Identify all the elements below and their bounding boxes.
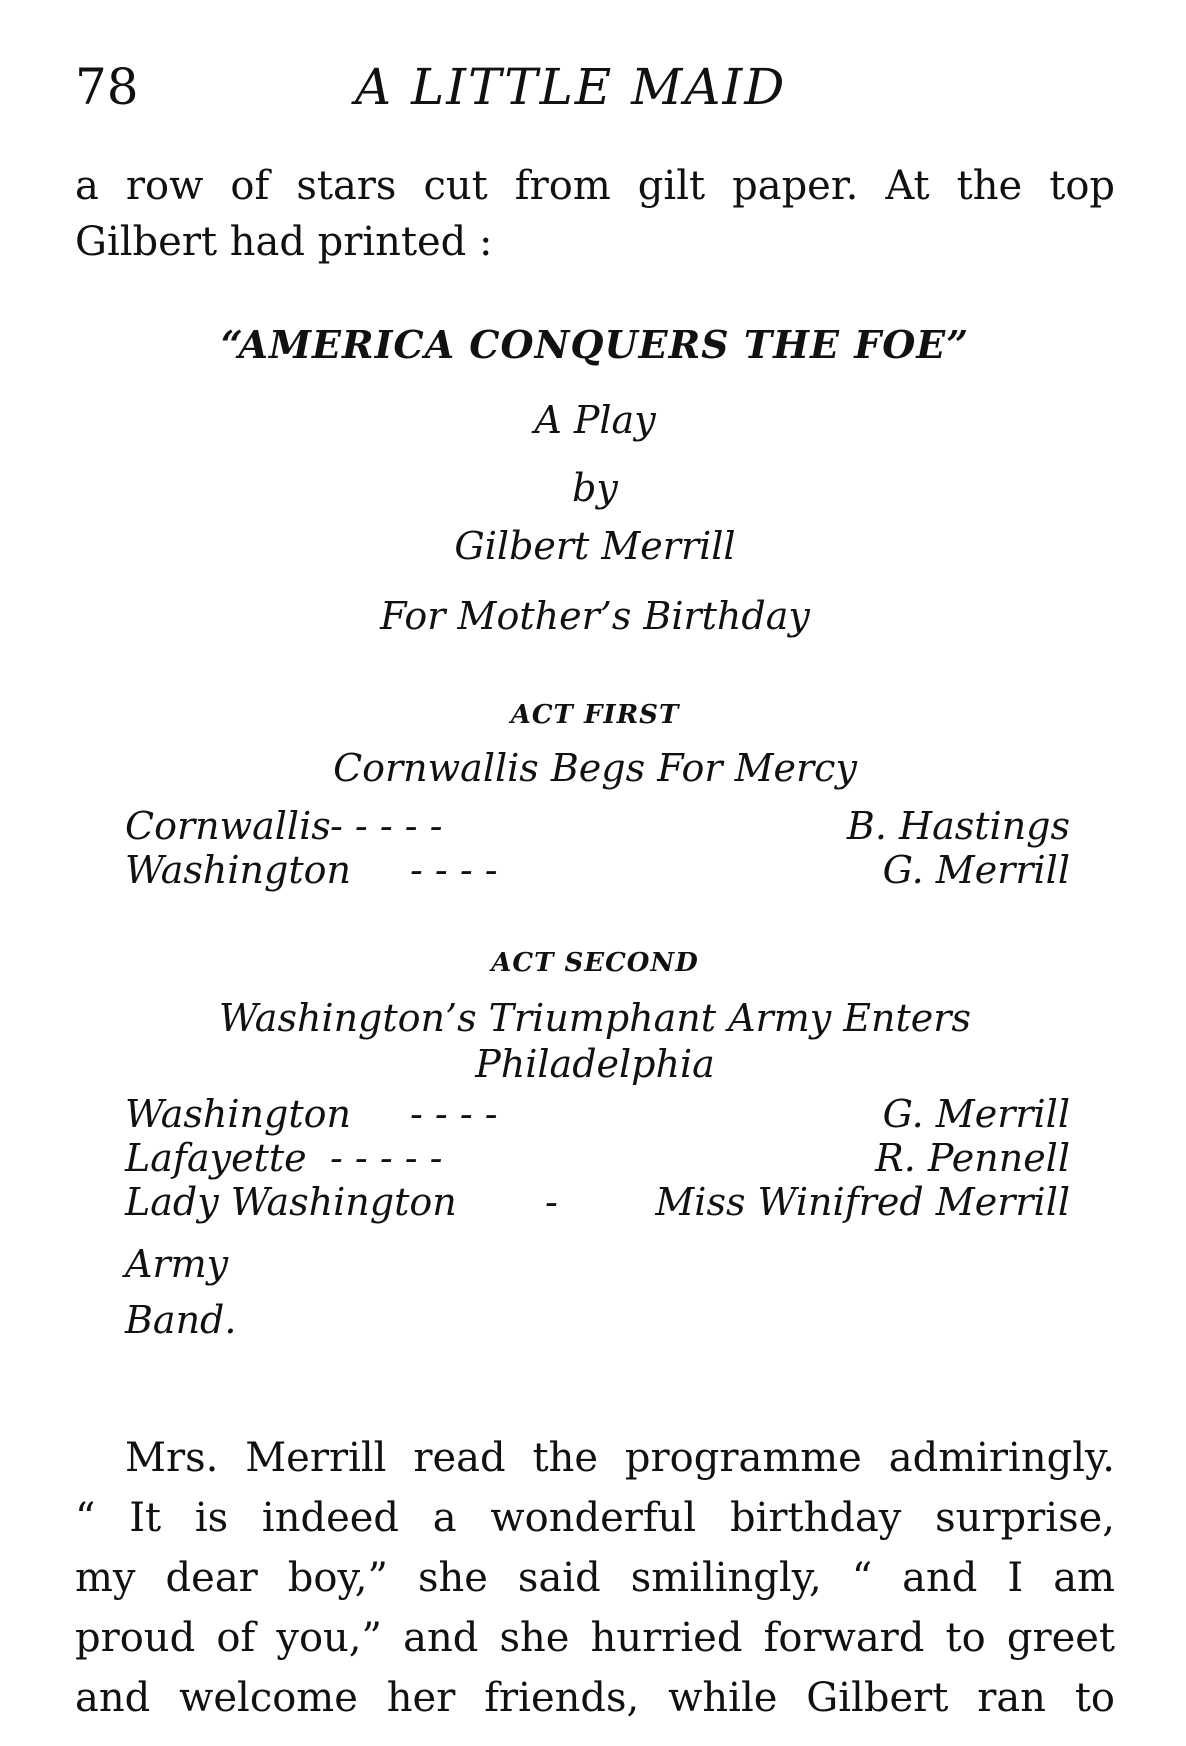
text-line: proud of you,” and she hurried forward to greet <box>75 1615 1115 1661</box>
cast-role: Lady Washington <box>125 1180 457 1224</box>
closing-paragraph <box>75 1428 1115 1728</box>
text-line: and welcome her friends, while Gilbert ran to <box>75 1675 1115 1721</box>
cast-actor: R. Pennell <box>875 1136 1070 1180</box>
act-first-subtitle: Cornwallis Begs For Mercy <box>333 746 857 790</box>
cast-actor: B. Hastings <box>846 804 1070 848</box>
page-number: 78 <box>75 58 139 116</box>
page-header <box>75 58 1115 128</box>
play-title: “AMERICA CONQUERS THE FOE” <box>220 322 970 367</box>
cast-role: Cornwallis <box>125 804 331 848</box>
act-first-heading: ACT FIRST <box>510 700 680 730</box>
act-second-subtitle <box>75 995 1115 1087</box>
cast-row <box>125 1092 1070 1136</box>
cast-actor: G. Merrill <box>882 848 1070 892</box>
cast-actor: G. Merrill <box>882 1092 1070 1136</box>
act-second-extras <box>125 1236 236 1348</box>
cast-role: Washington <box>125 848 351 892</box>
cast-row <box>125 804 1070 848</box>
cast-leader-dashes: - - - - <box>410 848 498 892</box>
cast-leader-dashes: - - - - <box>410 1092 498 1136</box>
cast-actor: Miss Winifred Merrill <box>655 1180 1070 1224</box>
cast-row <box>125 1136 1070 1180</box>
play-subtitle: A Play <box>534 398 656 442</box>
text-line: my dear boy,” she said smilingly, “ and I am <box>75 1555 1115 1601</box>
text-line: “ It is indeed a wonderful birthday surprise, <box>75 1495 1115 1541</box>
play-author: Gilbert Merrill <box>454 524 736 568</box>
cast-row <box>125 848 1070 892</box>
act-second-cast-list <box>125 1092 1070 1224</box>
cast-role: Lafayette <box>125 1136 307 1180</box>
act-first-cast-list <box>125 804 1070 892</box>
act-second-heading: ACT SECOND <box>491 948 699 978</box>
play-by-line: by <box>572 466 618 510</box>
text-line: Mrs. Merrill read the programme admiringly. <box>125 1435 1115 1481</box>
opening-paragraph <box>75 158 1115 270</box>
play-dedication: For Mother’s Birthday <box>380 594 810 638</box>
running-head: A LITTLE MAID <box>355 58 787 116</box>
cast-leader-dashes: - - - - - <box>330 804 443 848</box>
cast-role: Washington <box>125 1092 351 1136</box>
extras-item: Army <box>125 1242 229 1286</box>
cast-leader-dashes: - - - - - <box>330 1136 443 1180</box>
act-second-subtitle-line: Philadelphia <box>475 1042 715 1086</box>
text-line: Gilbert had printed : <box>75 219 493 265</box>
cast-row <box>125 1180 1070 1224</box>
extras-item: Band. <box>125 1298 237 1342</box>
cast-leader-dashes: - <box>545 1180 558 1224</box>
text-line: a row of stars cut from gilt paper. At the top <box>75 163 1115 209</box>
act-second-subtitle-line: Washington’s Triumphant Army Enters <box>219 996 971 1040</box>
